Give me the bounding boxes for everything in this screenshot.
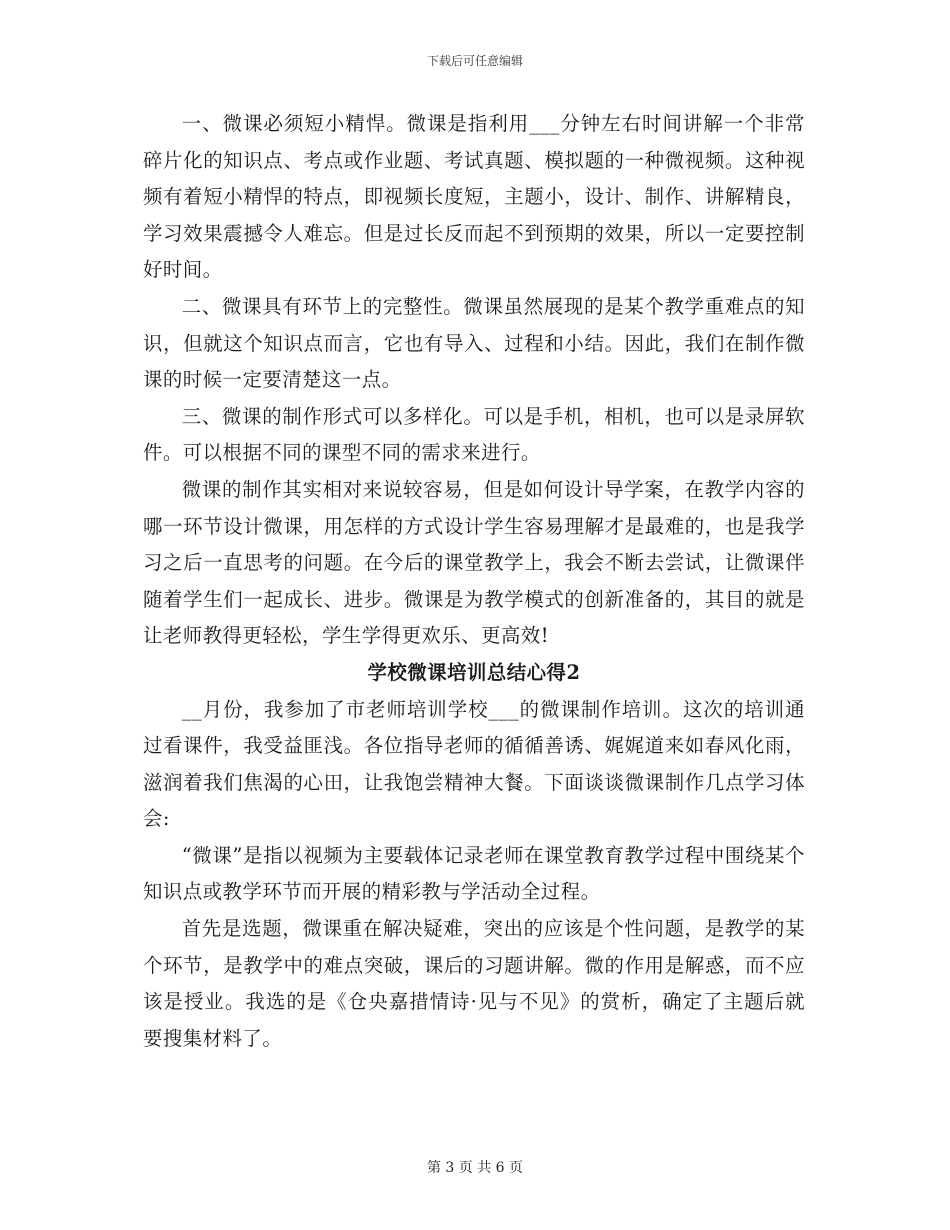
page-footer: 第 3 页 共 6 页 <box>426 1160 524 1176</box>
paragraph-4: 微课的制作其实相对来说较容易，但是如何设计导学案，在教学内容的哪一环节设计微课，用怎样的方式设计学生容易理解才是最难的，也是我学习之后一直思考的问题。在今后的课堂教学上，我会不断去尝试，让微课伴随着学生们一起成长、进步。微课是为教学模式的创新准备的，其目的就是让老师教得更轻松，学生学得更欢乐、更高效! <box>143 477 805 648</box>
paragraph-3: 三、微课的制作形式可以多样化。可以是手机，相机，也可以是录屏软件。可以根据不同的课型不同的需求来进行。 <box>143 404 805 465</box>
paragraph-2: 二、微课具有环节上的完整性。微课虽然展现的是某个教学重难点的知识，但就这个知识点而言，它也有导入、过程和小结。因此，我们在制作微课的时候一定要清楚这一点。 <box>143 294 805 392</box>
paragraph-7: 首先是选题，微课重在解决疑难，突出的应该是个性问题，是教学的某个环节，是教学中的难点突破，课后的习题讲解。微的作用是解惑，而不应该是授业。我选的是《仓央嘉措情诗·见与不见》的赏析，确定了主题后就要搜集材料了。 <box>143 917 805 1050</box>
paragraph-5: __月份，我参加了市老师培训学校___的微课制作培训。这次的培训通过看课件，我受益匪浅。各位指导老师的循循善诱、娓娓道来如春风化雨，滋润着我们焦渴的心田，让我饱尝精神大餐。下面谈谈微课制作几点学习体会: <box>143 697 805 831</box>
paragraph-1: 一、微课必须短小精悍。微课是指利用___分钟左右时间讲解一个非常碎片化的知识点、考点或作业题、考试真题、模拟题的一种微视频。这种视频有着短小精悍的特点，即视频长度短，主题小，设计、制作、讲解精良，学习效果震撼令人难忘。但是过长反而起不到预期的效果，所以一定要控制好时间。 <box>143 112 805 282</box>
paragraph-6: “微课”是指以视频为主要载体记录老师在课堂教育教学过程中围绕某个知识点或教学环节而开展的精彩教与学活动全过程。 <box>143 843 805 904</box>
document-body <box>143 106 805 1057</box>
page-header: 下载后可任意编辑 <box>426 54 523 68</box>
section-title: 学校微课培训总结心得2 <box>367 660 581 684</box>
